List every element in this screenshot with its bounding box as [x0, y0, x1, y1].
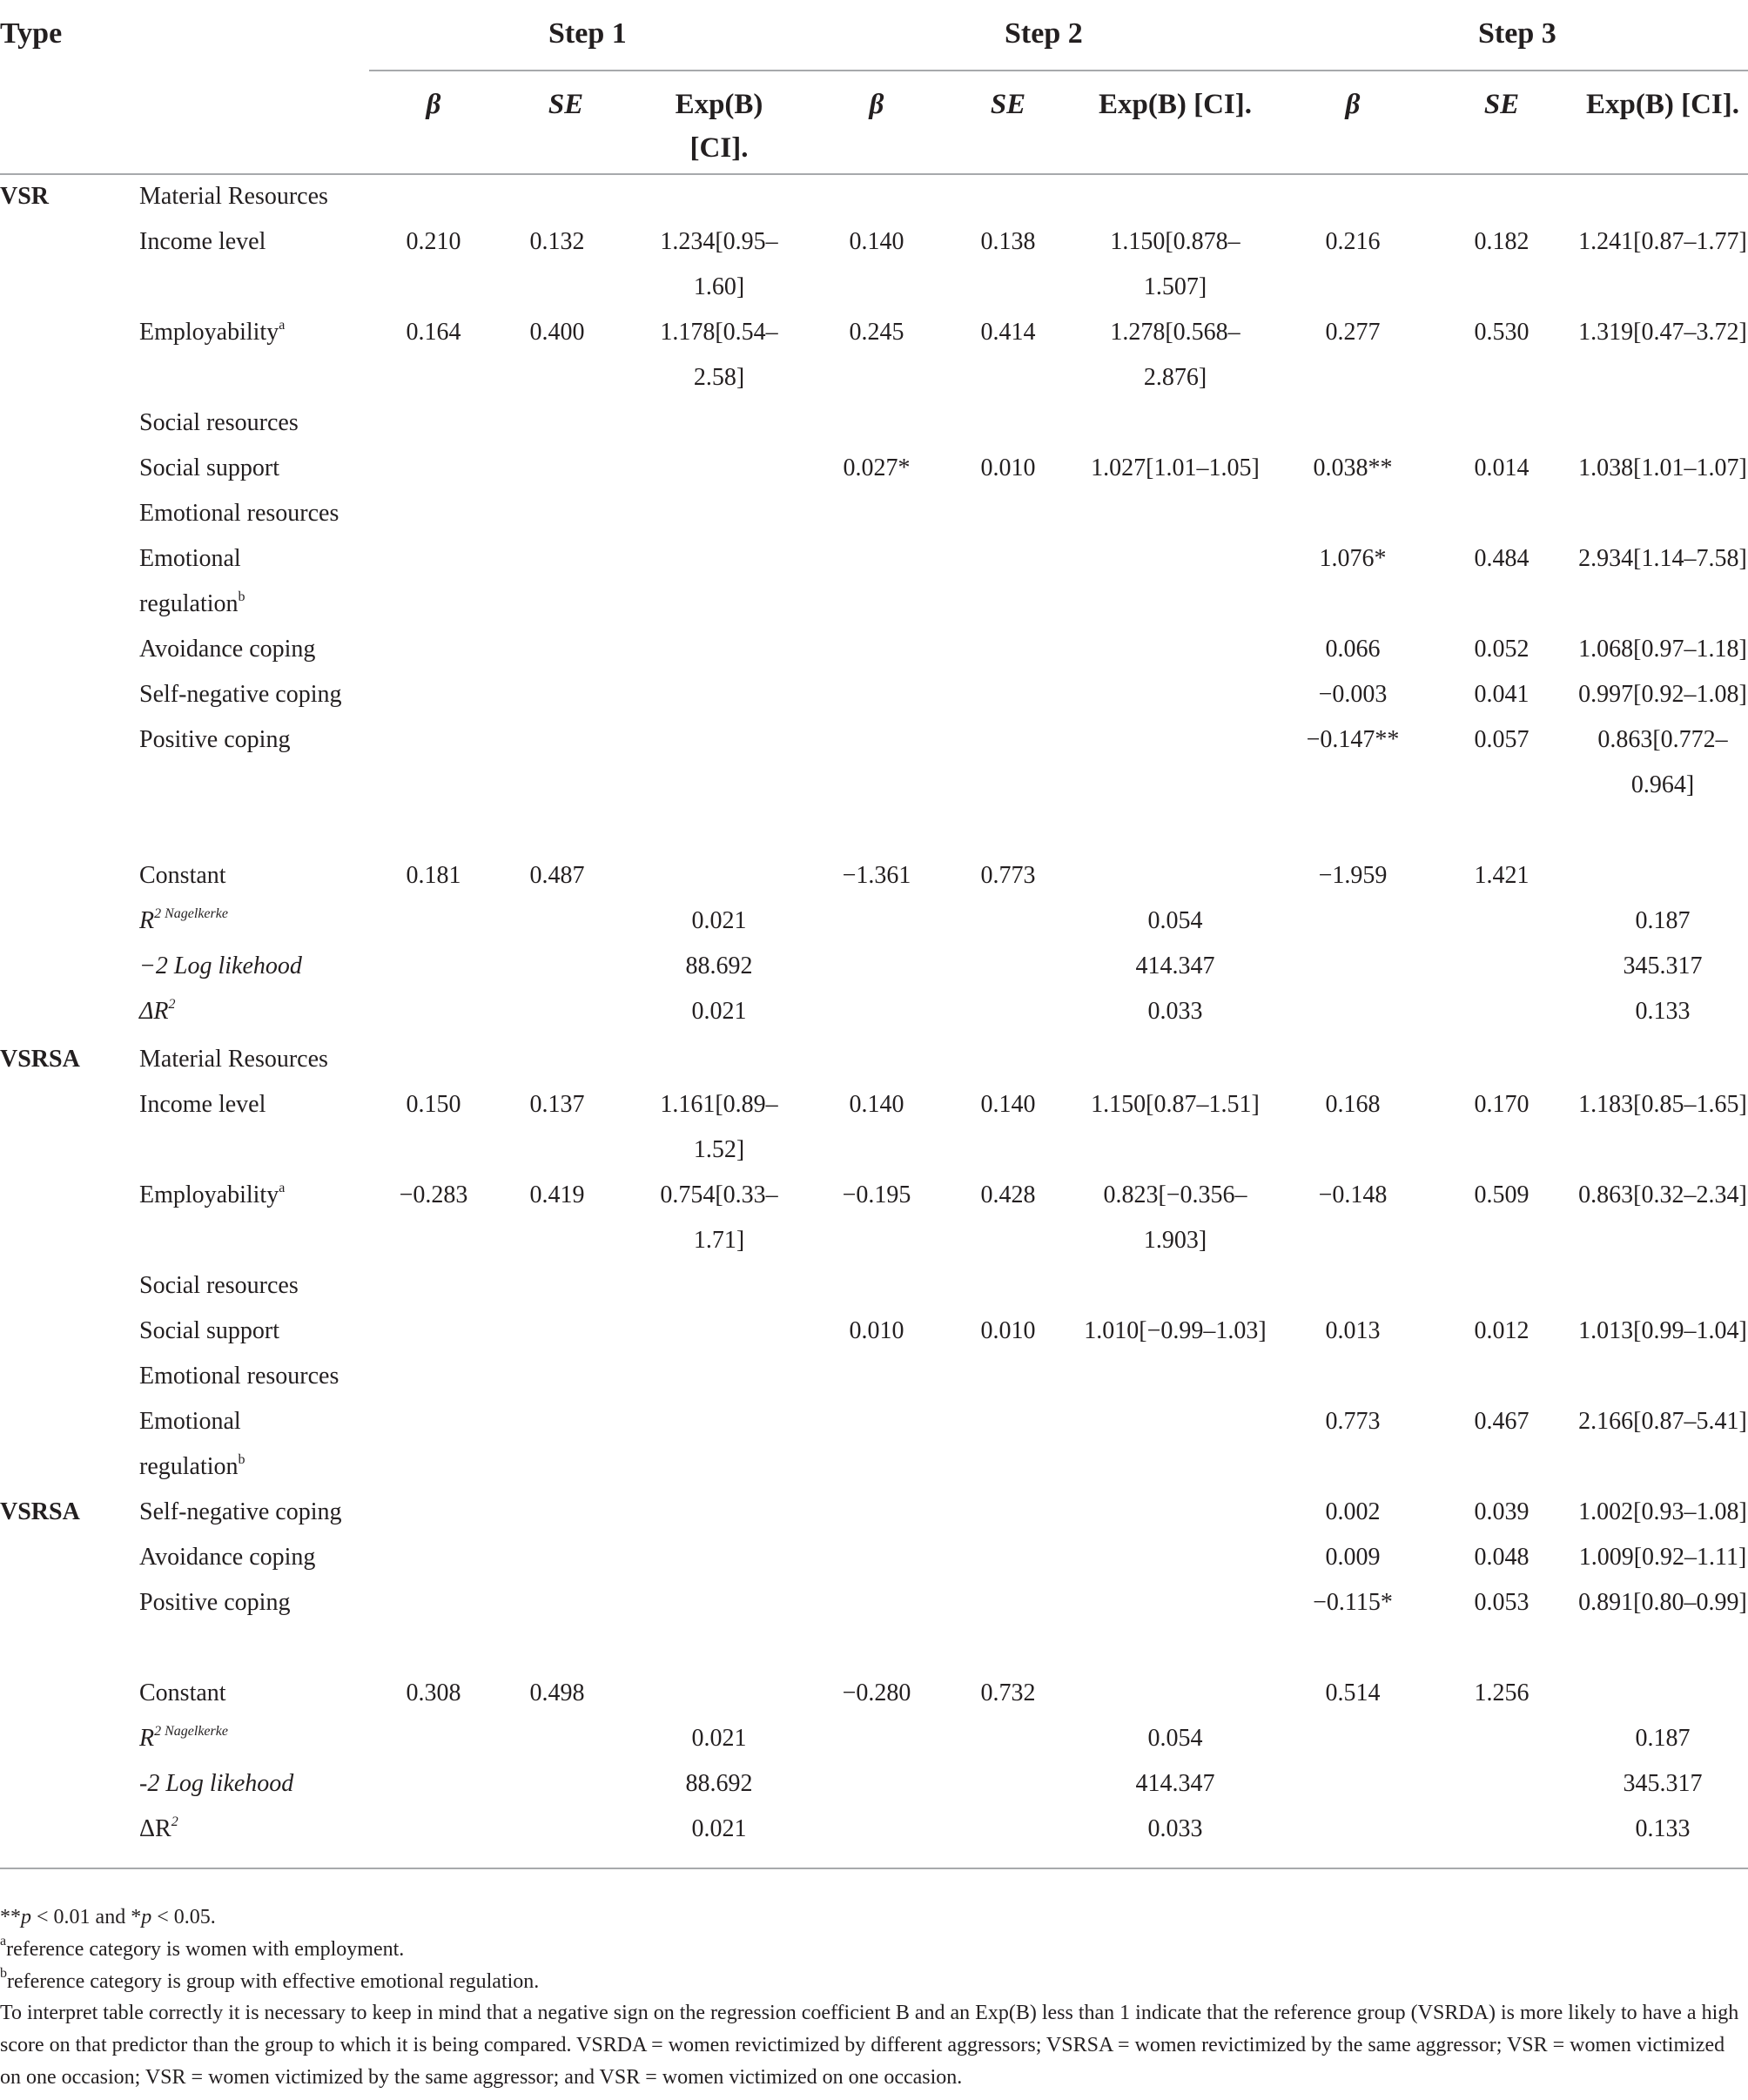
footnote-significance: **p < 0.01 and *p < 0.05. — [0, 1906, 216, 1928]
row-label-text: Material Resources — [139, 183, 328, 210]
value-b1: 0.308 — [406, 1679, 461, 1706]
value-b3: 0.009 — [1325, 1544, 1381, 1571]
value-e1: 88.692 — [685, 1770, 753, 1797]
value-se1: 0.419 — [529, 1181, 585, 1208]
row-label — [139, 1037, 328, 1082]
value-se2: 0.010 — [980, 1317, 1036, 1344]
group-type-label: VSRSA — [0, 1046, 80, 1073]
value-e1: 1.234[0.95– — [660, 228, 778, 255]
value-b1: 0.210 — [406, 228, 461, 255]
value-b3: 0.038** — [1313, 454, 1393, 481]
superscript: 2 — [168, 997, 176, 1012]
row-label — [139, 717, 290, 763]
value-e1: 1.178[0.54– — [660, 319, 778, 346]
row-label-text: regulation — [139, 1453, 239, 1480]
value-b2: 0.027* — [843, 454, 911, 481]
value-b3: −0.003 — [1318, 681, 1388, 708]
row-label — [139, 1399, 241, 1444]
superscript: 2 — [171, 1814, 178, 1829]
value-e1: 0.021 — [691, 1725, 747, 1752]
row-label — [139, 536, 241, 582]
value-se2: 0.732 — [980, 1679, 1036, 1706]
row-label-text: Social resources — [139, 409, 299, 436]
value-e3: 2.934[1.14–7.58] — [1578, 545, 1747, 572]
value-se2: 0.138 — [980, 228, 1036, 255]
expb-header-step1 — [632, 83, 806, 170]
value-se3: 1.256 — [1474, 1679, 1530, 1706]
value-e1: 1.161[0.89– — [660, 1091, 778, 1118]
row-label — [139, 1580, 290, 1625]
table-bottom-rule — [0, 1868, 1748, 1869]
row-label — [139, 989, 176, 1034]
value-e3: 345.317 — [1623, 952, 1703, 979]
superscript: 2 Nagelkerke — [154, 906, 228, 921]
row-label-text: −2 Log likehood — [139, 952, 302, 979]
row-label-text: Avoidance coping — [139, 636, 316, 663]
value-e1: 0.754[0.33– — [660, 1181, 778, 1208]
value-se3: 0.170 — [1474, 1091, 1530, 1118]
value-e2: 0.033 — [1147, 1815, 1203, 1842]
beta-header-step1: β — [426, 89, 441, 120]
group-type-label: VSR — [0, 183, 50, 210]
footnote-marker: a — [279, 318, 286, 333]
row-label — [139, 1761, 293, 1807]
value-e2: 1.027[1.01–1.05] — [1091, 454, 1260, 481]
row-label-text: Avoidance coping — [139, 1544, 316, 1571]
footnote-marker: a — [279, 1181, 286, 1195]
row-label — [139, 1490, 341, 1535]
value-b3: 0.216 — [1325, 228, 1381, 255]
value-e3: 0.187 — [1635, 907, 1691, 934]
value-e3: 2.166[0.87–5.41] — [1578, 1408, 1747, 1435]
footnote-interpretation: To interpret table correctly it is necessary to keep in mind that a negative sign on the regression coefficient B and an Exp(B) less than 1 indicate that the reference group (VSRDA) is more likely to have a high score on that predictor than the group to which it is being compared. VSRDA = women revictimized by different aggressors; VSRSA = women revictimized by the same aggressor; VSR = women victimized on one occasion; VSR = women victimized by the same aggressor; and VSR = women victimized on one occasion. — [0, 2002, 1739, 2089]
value-b3: 0.277 — [1325, 319, 1381, 346]
value-e3: 0.133 — [1635, 998, 1691, 1025]
value-se3: 0.053 — [1474, 1589, 1530, 1616]
row-label-text: Employability — [139, 319, 279, 346]
value-e2-continued: 1.507] — [1143, 273, 1207, 300]
row-label-text: Social support — [139, 454, 279, 481]
value-b1: 0.164 — [406, 319, 461, 346]
row-label — [139, 944, 302, 989]
value-e3: 0.863[0.772– — [1597, 726, 1728, 753]
row-label — [139, 446, 279, 491]
row-label — [139, 1173, 285, 1218]
value-b2: −1.361 — [842, 862, 911, 889]
value-e2: 0.054 — [1147, 1725, 1203, 1752]
row-label-text: Social support — [139, 1317, 279, 1344]
value-se3: 0.052 — [1474, 636, 1530, 663]
row-label — [139, 1671, 226, 1716]
value-e2: 414.347 — [1135, 952, 1215, 979]
value-se2: 0.428 — [980, 1181, 1036, 1208]
value-e3-continued: 0.964] — [1630, 771, 1695, 798]
row-label — [139, 1535, 315, 1580]
value-e3: 1.068[0.97–1.18] — [1578, 636, 1747, 663]
value-e1: 88.692 — [685, 952, 753, 979]
value-b3: −0.115* — [1313, 1589, 1393, 1616]
value-b2: 0.245 — [849, 319, 904, 346]
value-b3: −1.959 — [1318, 862, 1388, 889]
footnote-a: $^a$reference category is women with employment. — [0, 1934, 405, 1961]
superscript: 2 Nagelkerke — [154, 1724, 228, 1739]
value-se3: 0.012 — [1474, 1317, 1530, 1344]
se-header-step1: SE — [548, 89, 584, 120]
value-e3: 1.241[0.87–1.77] — [1578, 228, 1747, 255]
row-label — [139, 310, 285, 355]
value-se1: 0.137 — [529, 1091, 585, 1118]
expb-header-line2: [CI]. — [689, 132, 749, 164]
value-e2: 0.033 — [1147, 998, 1203, 1025]
value-e3: 1.009[0.92–1.11] — [1578, 1544, 1747, 1571]
value-b3: −0.147** — [1306, 726, 1400, 753]
beta-header-step3: β — [1345, 89, 1361, 120]
value-e1-continued: 1.52] — [693, 1136, 745, 1163]
value-se1: 0.487 — [529, 862, 585, 889]
value-b2: 0.140 — [849, 228, 904, 255]
value-b2: −0.280 — [842, 1679, 911, 1706]
value-e1: 0.021 — [691, 1815, 747, 1842]
value-e1-continued: 1.60] — [693, 273, 745, 300]
value-se2: 0.414 — [980, 319, 1036, 346]
value-se1: 0.400 — [529, 319, 585, 346]
value-e1-continued: 2.58] — [693, 364, 745, 391]
value-e2-continued: 2.876] — [1143, 364, 1207, 391]
value-e3: 0.133 — [1635, 1815, 1691, 1842]
value-e3: 0.863[0.32–2.34] — [1578, 1181, 1747, 1208]
row-label-text: Emotional — [139, 1408, 241, 1435]
value-se2: 0.773 — [980, 862, 1036, 889]
type-column-header: Type — [0, 17, 63, 50]
value-e3: 0.997[0.92–1.08] — [1578, 681, 1747, 708]
value-b3: 0.773 — [1325, 1408, 1381, 1435]
step2-header: Step 2 — [1005, 17, 1083, 50]
value-se3: 0.182 — [1474, 228, 1530, 255]
value-b3: 0.168 — [1325, 1091, 1381, 1118]
value-b3: −0.148 — [1318, 1181, 1388, 1208]
value-e2: 1.278[0.568– — [1110, 319, 1240, 346]
row-label — [139, 1807, 178, 1852]
footnote-marker: b — [238, 1452, 245, 1467]
value-se3: 1.421 — [1474, 862, 1530, 889]
row-label — [139, 1354, 339, 1399]
row-label — [139, 1263, 299, 1309]
group-type-label-repeat: VSRSA — [0, 1498, 80, 1525]
row-label-text: Emotional — [139, 545, 241, 572]
value-e2: 1.150[0.87–1.51] — [1091, 1091, 1260, 1118]
footnote-marker: b — [238, 589, 245, 604]
row-label-text: ΔR — [139, 998, 169, 1025]
value-e3: 1.013[0.99–1.04] — [1578, 1317, 1747, 1344]
value-b2: 0.140 — [849, 1091, 904, 1118]
row-label-text: R — [139, 907, 155, 934]
value-e1-continued: 1.71] — [693, 1227, 745, 1254]
expb-header-step2: Exp(B) [CI]. — [1098, 89, 1252, 120]
row-label-continued — [139, 1444, 245, 1490]
step3-header: Step 3 — [1478, 17, 1556, 50]
value-se2: 0.010 — [980, 454, 1036, 481]
value-se3: 0.484 — [1474, 545, 1530, 572]
value-b3: 0.013 — [1325, 1317, 1381, 1344]
value-e3: 0.891[0.80–0.99] — [1578, 1589, 1747, 1616]
value-b3: 0.514 — [1325, 1679, 1381, 1706]
row-label — [139, 1716, 228, 1761]
row-label-text: Social resources — [139, 1272, 299, 1299]
value-e3: 1.319[0.47–3.72] — [1578, 319, 1747, 346]
row-label-text: Income level — [139, 228, 266, 255]
row-label-text: Material Resources — [139, 1046, 328, 1073]
row-label-text: Positive coping — [139, 1589, 291, 1616]
row-label — [139, 491, 339, 536]
row-label-text: Income level — [139, 1091, 266, 1118]
value-se3: 0.467 — [1474, 1408, 1530, 1435]
row-label-text: Employability — [139, 1181, 279, 1208]
row-label-text: Emotional resources — [139, 500, 340, 527]
value-e2: 414.347 — [1135, 1770, 1215, 1797]
row-label — [139, 1082, 266, 1127]
value-b2: 0.010 — [849, 1317, 904, 1344]
value-b1: −0.283 — [399, 1181, 468, 1208]
row-label-text: ΔR — [139, 1815, 171, 1842]
value-b1: 0.150 — [406, 1091, 461, 1118]
row-label — [139, 853, 226, 899]
row-label — [139, 672, 341, 717]
value-se3: 0.509 — [1474, 1181, 1530, 1208]
step-underline — [369, 70, 1748, 71]
value-e3: 1.183[0.85–1.65] — [1578, 1091, 1747, 1118]
row-label-text: Self-negative coping — [139, 1498, 342, 1525]
row-label-text: Positive coping — [139, 726, 291, 753]
value-e3: 1.038[1.01–1.07] — [1578, 454, 1747, 481]
value-b1: 0.181 — [406, 862, 461, 889]
step1-header: Step 1 — [548, 17, 627, 50]
row-label-text: -2 Log likehood — [139, 1770, 294, 1797]
se-header-step2: SE — [990, 89, 1026, 120]
value-e1: 0.021 — [691, 998, 747, 1025]
value-se3: 0.041 — [1474, 681, 1530, 708]
row-label — [139, 174, 328, 219]
value-b3: 0.002 — [1325, 1498, 1381, 1525]
row-label-continued — [139, 582, 245, 627]
se-header-step3: SE — [1483, 89, 1520, 120]
value-se1: 0.132 — [529, 228, 585, 255]
row-label — [139, 219, 266, 265]
footnote-b: $^b$reference category is group with effective emotional regulation. — [0, 1966, 540, 1993]
value-b2: −0.195 — [842, 1181, 911, 1208]
row-label-text: Self-negative coping — [139, 681, 342, 708]
value-e2: 1.150[0.878– — [1110, 228, 1240, 255]
expb-header-line1: Exp(B) — [675, 89, 763, 120]
row-label — [139, 899, 228, 944]
row-label-text: R — [139, 1725, 155, 1752]
row-label-text: Constant — [139, 1679, 226, 1706]
value-e1: 0.021 — [691, 907, 747, 934]
expb-header-step3: Exp(B) [CI]. — [1585, 89, 1739, 120]
value-se2: 0.140 — [980, 1091, 1036, 1118]
value-e3: 1.002[0.93–1.08] — [1578, 1498, 1747, 1525]
value-e2: 1.010[−0.99–1.03] — [1084, 1317, 1267, 1344]
value-se1: 0.498 — [529, 1679, 585, 1706]
value-b3: 1.076* — [1319, 545, 1387, 572]
value-se3: 0.014 — [1474, 454, 1530, 481]
value-e3: 0.187 — [1635, 1725, 1691, 1752]
beta-header-step2: β — [869, 89, 884, 120]
row-label — [139, 627, 315, 672]
value-se3: 0.530 — [1474, 319, 1530, 346]
row-label-text: Emotional resources — [139, 1363, 340, 1390]
row-label — [139, 400, 299, 446]
value-se3: 0.039 — [1474, 1498, 1530, 1525]
value-e2: 0.823[−0.356– — [1103, 1181, 1247, 1208]
row-label-text: regulation — [139, 590, 239, 617]
value-e3: 345.317 — [1623, 1770, 1703, 1797]
value-b3: 0.066 — [1325, 636, 1381, 663]
value-se3: 0.048 — [1474, 1544, 1530, 1571]
value-e2: 0.054 — [1147, 907, 1203, 934]
value-e2-continued: 1.903] — [1143, 1227, 1207, 1254]
row-label-text: Constant — [139, 862, 226, 889]
row-label — [139, 1309, 279, 1354]
value-se3: 0.057 — [1474, 726, 1530, 753]
